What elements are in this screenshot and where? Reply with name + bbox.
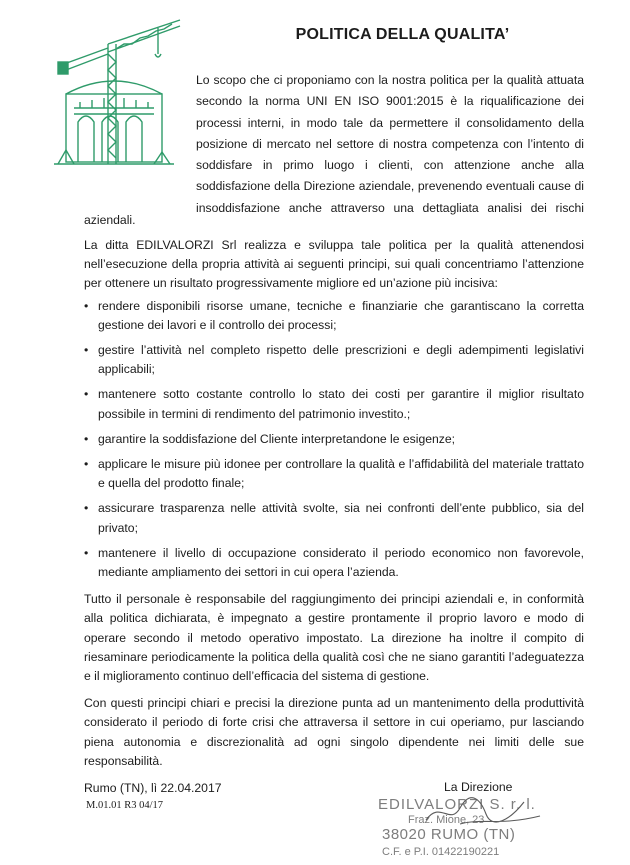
- intro-tail: aziendali.: [84, 213, 136, 227]
- company-logo-crane: [44, 14, 184, 172]
- principles-list: [84, 297, 584, 583]
- intro-line: insoddisfazione anche attraverso una dettagliata analisi dei rischi: [196, 200, 584, 215]
- principle-item: • gestire l’attività nel completo rispetto delle prescrizioni e degli adempimenti legislativi applicabili;: [84, 341, 584, 379]
- stamp-line: EDILVALORZI S. r. l.: [378, 796, 536, 813]
- stamp-line: 38020 RUMO (TN): [382, 826, 516, 843]
- intro-line: Lo scopo che ci proponiamo con la nostra politica per la qualità attuata: [196, 73, 584, 87]
- principle-item: • mantenere sotto costante controllo lo stato dei costi per garantire il miglior risultato possibile in termini di rendimento del patrimonio investito.;: [84, 385, 584, 423]
- intro-line: soddisfazione della Direzione aziendale, prevenendo eventuali cause di: [196, 179, 584, 194]
- principle-item: • applicare le misure più idonee per controllare la qualità e l’affidabilità del materiale trattato e quella del prodotto finale;: [84, 455, 584, 493]
- document-title: POLITICA DELLA QUALITA’: [295, 26, 510, 43]
- intro-line: soddisfare in primo luogo i clienti, con attenzione anche alla: [196, 158, 584, 173]
- closing-paragraph: Con questi principi chiari e precisi la direzione punta ad un mantenimento della produttività considerato il periodo di forte crisi che attraversa il settore in cui operiamo, pur lasciando piena autonomia e discrezionalità ad ogni singolo dipendente nei limiti delle sue responsabilità.: [84, 696, 584, 768]
- intro-line: processi interni, in modo tale da permettere il consolidamento della: [196, 115, 584, 130]
- intro-line: secondo la norma UNI EN ISO 9001:2015 è la riqualificazione dei: [196, 94, 584, 109]
- principle-item: • rendere disponibili risorse umane, tecniche e finanziarie che garantiscano la corretta gestione dei lavori e il controllo dei processi;: [84, 297, 584, 335]
- principle-item: • assicurare trasparenza nelle attività svolte, sia nei confronti dell’ente pubblico, sia del privato;: [84, 499, 584, 537]
- document-body: [84, 236, 584, 798]
- intro-line: posizione di mercato nel settore di nostra competenza con l’intento di: [196, 136, 584, 151]
- signature-label: La Direzione: [444, 780, 513, 794]
- document-reference: M.01.01 R3 04/17: [86, 800, 164, 811]
- principle-item: • mantenere il livello di occupazione considerato il periodo economico non favorevole, mediante ampliamento dei settori in cui opera l’azienda.: [84, 544, 584, 582]
- responsibility-paragraph: Tutto il personale è responsabile del raggiungimento dei principi aziendali e, in conformità alla politica dichiarata, è impegnato a gestire prontamente il proprio lavoro e modo di operare secondo il metodo operativo impostato. La direzione ha inoltre il compito di riesaminare periodicamente la politica della qualità così che ne siano garantiti l’adeguatezza e il miglioramento continuo dell’efficacia del sistema di gestione.: [84, 592, 584, 684]
- stamp-line: Fraz. Mione, 23: [408, 814, 485, 826]
- intro-paragraph: [196, 70, 584, 219]
- stamp-line: C.F. e P.I. 01422190221: [382, 846, 500, 858]
- handwritten-signature: [420, 790, 550, 835]
- place-date: Rumo (TN), lì 22.04.2017: [84, 781, 222, 796]
- principle-item: • garantire la soddisfazione del Cliente interpretandone le esigenze;: [84, 430, 584, 449]
- policy-paragraph: La ditta EDILVALORZI Srl realizza e sviluppa tale politica per la qualità attenendosi nell’esecuzione della propria attività ai seguenti principi, sui quali concentriamo l’attenzione per ottenere un risultato progressivamente migliore ed un’azione più incisiva:: [84, 238, 584, 291]
